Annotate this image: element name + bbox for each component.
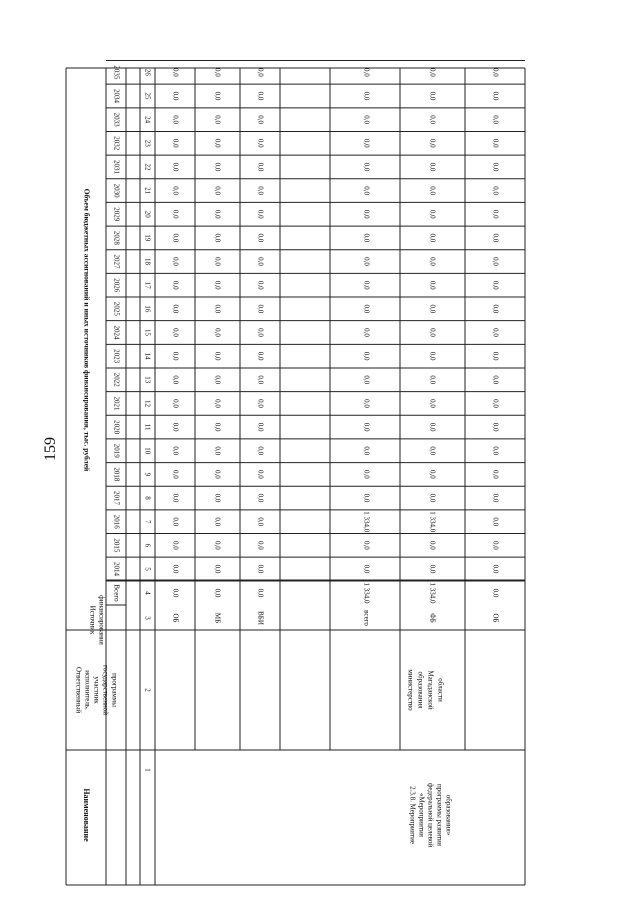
row-value: 0,0: [491, 115, 500, 125]
row-value: 0,0: [362, 138, 371, 148]
col-number: 25: [143, 92, 152, 100]
row-value: 0,0: [213, 138, 222, 148]
row-value: 0,0: [428, 233, 437, 243]
header-year: 2020: [112, 420, 121, 435]
measure-responsible-line: Магаданской: [426, 670, 435, 710]
row-value: 0,0: [491, 446, 500, 456]
row-value: 0,0: [362, 564, 371, 574]
row-value: 0,0: [491, 67, 500, 77]
row-value: 0,0: [362, 540, 371, 550]
row-value: 0,0: [256, 186, 265, 195]
measure-responsible-line: образования: [416, 671, 425, 709]
row-value: 0,0: [428, 493, 437, 503]
row-value: 0,0: [428, 304, 437, 314]
row-value: 0,0: [491, 422, 500, 432]
row-source: всего: [362, 610, 371, 626]
header-source-line: Источник: [88, 605, 97, 635]
col-number: 7: [143, 519, 152, 524]
row-value: 0,0: [491, 351, 500, 361]
col-number: 4: [143, 591, 152, 595]
row-value: 0,0: [428, 67, 437, 77]
row-total: 0,0: [491, 588, 500, 598]
col-number: 11: [143, 423, 152, 431]
row-value: 0,0: [428, 328, 437, 337]
row-value: 0,0: [256, 470, 265, 479]
col-number: 17: [143, 281, 152, 289]
row-value: 0,0: [491, 328, 500, 337]
row-value: 0,0: [171, 280, 180, 290]
row-value: 0,0: [362, 91, 371, 101]
row-value: 0,0: [213, 540, 222, 550]
row-value: 0,0: [491, 280, 500, 290]
header-year: 2033: [112, 112, 121, 127]
col-number: 3: [143, 616, 152, 620]
header-year: 2018: [112, 467, 121, 482]
row-value: 0,0: [213, 517, 222, 527]
row-value: 1 334,0: [428, 511, 437, 533]
col-number: 13: [143, 376, 152, 384]
row-source: ОБ: [171, 613, 180, 623]
header-year: 2021: [112, 396, 121, 411]
row-value: 0,0: [171, 351, 180, 361]
row-value: 0,0: [171, 209, 180, 219]
row-value: 0,0: [491, 233, 500, 243]
col-number: 16: [143, 305, 152, 313]
row-value: 0,0: [213, 91, 222, 101]
row-value: 0,0: [428, 564, 437, 574]
page-number: 159: [42, 437, 59, 461]
col-number: 9: [143, 472, 152, 477]
row-value: 0,0: [428, 138, 437, 148]
row-value: 0,0: [171, 115, 180, 125]
row-value: 0,0: [428, 351, 437, 361]
row-value: 0,0: [256, 351, 265, 361]
row-value: 0,0: [213, 422, 222, 432]
row-value: 0,0: [491, 162, 500, 172]
row-value: 0,0: [171, 328, 180, 337]
row-value: 0,0: [213, 115, 222, 125]
row-value: 0,0: [362, 304, 371, 314]
row-value: 0,0: [213, 209, 222, 219]
row-value: 0,0: [256, 564, 265, 574]
row-value: 0,0: [213, 257, 222, 266]
row-value: 0,0: [428, 162, 437, 172]
row-value: 0,0: [428, 257, 437, 266]
col-number: 23: [143, 139, 152, 147]
row-value: 0,0: [491, 304, 500, 314]
header-year: 2032: [112, 136, 121, 151]
row-value: 0,0: [491, 399, 500, 408]
header-source-line: финансирования: [97, 595, 106, 645]
row-value: 0,0: [171, 138, 180, 148]
row-value: 0,0: [256, 280, 265, 290]
header-responsible-line: государственной: [101, 665, 110, 715]
row-value: 0,0: [491, 209, 500, 219]
row-value: 0,0: [213, 351, 222, 361]
row-value: 0,0: [171, 540, 180, 550]
row-value: 0,0: [213, 446, 222, 456]
row-source: ОБ: [491, 613, 500, 623]
row-value: 0,0: [213, 304, 222, 314]
col-number: 19: [143, 234, 152, 242]
row-value: 0,0: [491, 517, 500, 527]
header-year: 2019: [112, 443, 121, 458]
row-value: 0,0: [213, 375, 222, 385]
row-value: 0,0: [428, 470, 437, 479]
col-number: 10: [143, 447, 152, 455]
measure-name-line: образования»: [444, 794, 453, 836]
row-value: 0,0: [362, 67, 371, 77]
row-value: 0,0: [256, 493, 265, 503]
row-value: 0,0: [171, 257, 180, 266]
row-value: 0,0: [362, 422, 371, 432]
row-value: 0,0: [362, 162, 371, 172]
row-value: 0,0: [362, 233, 371, 243]
table-grid: [66, 61, 525, 885]
header-responsible-line: участник: [92, 676, 101, 704]
row-total: 1 334,0: [428, 582, 437, 604]
row-value: 0,0: [171, 162, 180, 172]
header-responsible-line: Ответственный: [74, 666, 83, 714]
row-value: 0,0: [171, 446, 180, 456]
row-value: 0,0: [256, 67, 265, 77]
row-value: 0,0: [256, 138, 265, 148]
header-year: 2017: [112, 491, 121, 506]
row-value: 0,0: [256, 91, 265, 101]
row-value: 0,0: [256, 257, 265, 266]
row-value: 0,0: [428, 209, 437, 219]
row-value: 0,0: [213, 280, 222, 290]
header-year: 2015: [112, 538, 121, 553]
row-value: 0,0: [428, 280, 437, 290]
row-value: 0,0: [362, 351, 371, 361]
col-number: 18: [143, 258, 152, 266]
row-value: 0,0: [491, 375, 500, 385]
row-value: 0,0: [256, 375, 265, 385]
row-value: 0,0: [213, 233, 222, 243]
row-value: 0,0: [428, 422, 437, 432]
header-responsible-line: программы: [110, 673, 119, 707]
row-value: 0,0: [256, 162, 265, 172]
row-total: 0,0: [256, 588, 265, 598]
row-value: 0,0: [491, 470, 500, 479]
col-number: 14: [143, 352, 152, 360]
row-value: 0,0: [171, 375, 180, 385]
row-value: 0,0: [256, 540, 265, 550]
header-year: 2014: [112, 562, 121, 576]
measure-name-line: «Мероприятия: [417, 793, 426, 837]
row-value: 0,0: [428, 115, 437, 125]
col-number: 26: [143, 68, 152, 76]
row-value: 0,0: [256, 422, 265, 432]
row-value: 0,0: [213, 186, 222, 195]
row-value: 0,0: [171, 422, 180, 432]
row-value: 0,0: [491, 493, 500, 503]
col-number: 1: [143, 768, 152, 772]
col-number: 21: [143, 187, 152, 195]
row-value: 0,0: [491, 138, 500, 148]
header-year: 2023: [112, 349, 121, 364]
row-source: ФБ: [428, 613, 437, 623]
col-number: 6: [143, 543, 152, 548]
row-value: 0,0: [256, 115, 265, 125]
measure-name-line: программы развития: [435, 784, 444, 846]
row-value: 0,0: [213, 67, 222, 77]
row-value: 0,0: [256, 446, 265, 456]
row-value: 0,0: [256, 233, 265, 243]
header-volume-title: Объем бюджетных ассигнований и иных источников финансирования, тыс. рублей: [82, 188, 92, 472]
row-value: 0,0: [171, 186, 180, 195]
row-total: 1 334,0: [362, 582, 371, 604]
header-name: Наименование: [82, 788, 92, 842]
row-value: 0,0: [491, 564, 500, 574]
row-value: 0,0: [362, 186, 371, 195]
col-number: 5: [143, 567, 152, 571]
row-value: 0,0: [171, 399, 180, 408]
row-value: 0,0: [491, 91, 500, 101]
row-value: 0,0: [362, 470, 371, 479]
header-year: 2026: [112, 278, 121, 293]
col-number: 8: [143, 496, 152, 500]
row-value: 0,0: [362, 446, 371, 456]
row-value: 0,0: [491, 257, 500, 266]
measure-responsible-line: области: [436, 678, 445, 702]
row-value: 0,0: [256, 209, 265, 219]
row-value: 0,0: [362, 375, 371, 385]
header-year: 2028: [112, 230, 121, 245]
row-value: 0,0: [256, 328, 265, 337]
col-number: 22: [143, 163, 152, 171]
row-value: 0,0: [428, 375, 437, 385]
measure-responsible-line: министерство: [406, 669, 415, 711]
row-value: 0,0: [171, 91, 180, 101]
col-number: 24: [143, 116, 152, 124]
row-value: 0,0: [362, 493, 371, 503]
row-value: 0,0: [213, 328, 222, 337]
row-value: 0,0: [171, 233, 180, 243]
row-value: 1 334,0: [362, 511, 371, 533]
row-value: 0,0: [171, 517, 180, 527]
row-source: МБ: [213, 612, 222, 624]
row-value: 0,0: [171, 564, 180, 574]
row-value: 0,0: [213, 564, 222, 574]
row-value: 0,0: [213, 162, 222, 172]
header-year: 2034: [112, 89, 121, 103]
header-responsible-line: исполнитель,: [83, 670, 92, 710]
row-value: 0,0: [362, 257, 371, 266]
header-year: 2016: [112, 514, 121, 529]
header-year: 2024: [112, 325, 121, 340]
row-value: 0,0: [256, 304, 265, 314]
header-year: 2035: [112, 65, 121, 80]
row-value: 0,0: [428, 540, 437, 550]
row-value: 0,0: [213, 493, 222, 503]
row-value: 0,0: [256, 517, 265, 527]
header-year: 2031: [112, 159, 121, 174]
col-number: 12: [143, 399, 152, 407]
row-value: 0,0: [428, 186, 437, 195]
col-number: 15: [143, 329, 152, 336]
row-value: 0,0: [171, 470, 180, 479]
row-value: 0,0: [171, 304, 180, 314]
measure-name-line: федеральной целевой: [426, 782, 435, 848]
header-year: 2025: [112, 301, 121, 316]
col-number: 20: [143, 210, 152, 218]
row-value: 0,0: [428, 91, 437, 101]
row-total: 0,0: [171, 588, 180, 598]
row-value: 0,0: [213, 470, 222, 479]
header-year: 2022: [112, 372, 121, 387]
row-value: 0,0: [171, 67, 180, 77]
measure-name-line: 2.3.8. Мероприятие: [408, 786, 417, 844]
row-value: 0,0: [213, 399, 222, 408]
row-value: 0,0: [171, 493, 180, 503]
header-year: 2029: [112, 207, 121, 222]
row-value: 0,0: [428, 399, 437, 408]
header-total: Всего: [112, 584, 121, 602]
row-value: 0,0: [256, 399, 265, 408]
header-year: 2027: [112, 254, 121, 269]
row-value: 0,0: [362, 399, 371, 408]
row-value: 0,0: [362, 328, 371, 337]
header-year: 2030: [112, 183, 121, 198]
row-value: 0,0: [491, 540, 500, 550]
row-value: 0,0: [491, 186, 500, 195]
row-value: 0,0: [428, 446, 437, 456]
table-text: [74, 65, 499, 847]
row-value: 0,0: [362, 209, 371, 219]
row-value: 0,0: [362, 115, 371, 125]
row-total: 0,0: [213, 588, 222, 598]
row-value: 0,0: [362, 280, 371, 290]
col-number: 2: [143, 688, 152, 692]
row-source: ВБИ: [256, 611, 265, 625]
